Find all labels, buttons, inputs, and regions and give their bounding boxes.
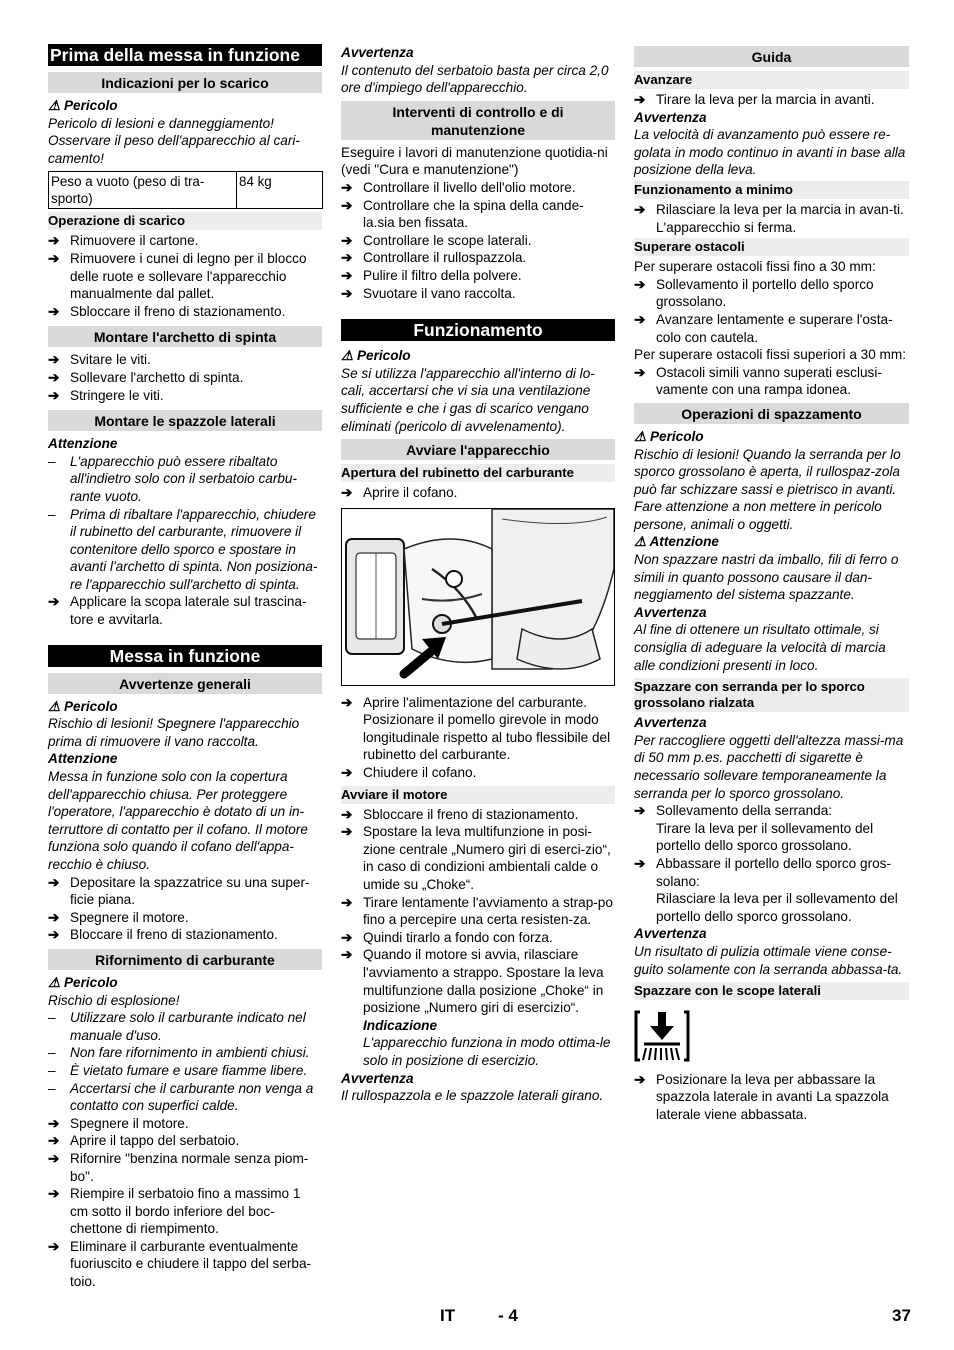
step: ➔ Spostare la leva multifunzione in posi-zione centrale „Numero giri di eserci-zio“, in caso di condizioni ambientali calde o umide su „Choke“. xyxy=(341,824,611,893)
subsection-heading: Rifornimento di carburante xyxy=(48,949,322,970)
dash-item: – Non fare rifornimento in ambienti chiusi. xyxy=(48,1045,310,1061)
arrow-icon: ➔ xyxy=(341,232,353,248)
warning-triangle-icon: ⚠ xyxy=(48,974,64,990)
sub-heading: Operazione di scarico xyxy=(48,212,322,230)
arrow-icon: ➔ xyxy=(634,201,646,217)
maintenance-intro: Eseguire i lavori di manutenzione quotidia-ni (vedi "Cura e manutenzione") xyxy=(341,144,608,178)
danger-label: ⚠ Pericolo xyxy=(341,348,411,364)
step: ➔ Ostacoli simili vanno superati esclusi-vamente con una rampa idonea. xyxy=(634,364,882,398)
section-title: Prima della messa in funzione xyxy=(48,44,322,66)
step: ➔ Quando il motore si avvia, rilasciare l'avviamento a strappo. Spostare la leva multifunzione dalla posizione „Choke“ in posizione „Numero giri di esercizio“. xyxy=(341,947,604,1016)
arrow-icon: ➔ xyxy=(341,485,353,501)
arrow-icon: ➔ xyxy=(48,909,60,925)
step: ➔ Sollevamento il portello dello sporco grossolano. xyxy=(634,276,874,310)
step: ➔ Applicare la scopa laterale sul trascina-tore e avvitarla. xyxy=(48,594,307,628)
step: ➔ Rifornire "benzina normale senza piom-bo". xyxy=(48,1150,309,1184)
step: ➔ Rimuovere il cartone. xyxy=(48,233,199,249)
dash-item: – L'apparecchio può essere ribaltato all'indietro solo con il serbatoio carbu-rante vuoto. xyxy=(48,453,298,504)
engine-fuel-tap-illustration xyxy=(341,508,615,686)
sub-heading: Avanzare xyxy=(634,71,909,89)
step: ➔ Avanzare lentamente e superare l'osta-colo con cautela. xyxy=(634,311,893,345)
step: ➔ Svuotare il vano raccolta. xyxy=(341,285,516,301)
step: ➔ Riempire il serbatoio fino a massimo 1 cm sotto il bordo inferiore del boc-chettone di riempimento. xyxy=(48,1186,301,1237)
danger-text: Rischio di lesioni! Spegnere l'apparecchio prima di rimuovere il vano raccolta. xyxy=(48,716,300,749)
arrow-icon: ➔ xyxy=(48,1115,60,1131)
step: ➔ Bloccare il freno di stazionamento. xyxy=(48,927,278,943)
arrow-icon: ➔ xyxy=(48,303,60,319)
step: ➔ Spegnere il motore. xyxy=(48,909,189,925)
engine-drawing xyxy=(342,509,614,685)
danger-label: ⚠ Pericolo xyxy=(634,428,704,444)
note-label: Avvertenza xyxy=(634,604,707,620)
danger-text: Se si utilizza l'apparecchio all'interno di lo-cali, accertarsi che vi sia una ventilazione sufficiente e che i gas di scarico vengano eliminati (pericolo di avvelenamento). xyxy=(341,365,595,434)
arrow-icon: ➔ xyxy=(48,387,60,403)
step: ➔ Eliminare il carburante eventualmente fuoriuscito e chiudere il tappo del serba-toio. xyxy=(48,1238,312,1290)
step: ➔ Sbloccare il freno di stazionamento. xyxy=(48,303,286,319)
step: ➔ Abbassare il portello dello sporco gros-solano: xyxy=(634,855,891,889)
arrow-icon: ➔ xyxy=(634,855,646,871)
side-brush-lower-icon xyxy=(634,1008,909,1069)
warning-triangle-icon: ⚠ xyxy=(48,698,64,714)
column-2 xyxy=(341,44,615,1105)
step: ➔ Rilasciare la leva per la marcia in avan-ti. L'apparecchio si ferma. xyxy=(634,201,904,235)
arrow-icon: ➔ xyxy=(48,1150,60,1166)
step-detail: Tirare la leva per il sollevamento del portello dello sporco grossolano. xyxy=(656,820,874,854)
arrow-icon: ➔ xyxy=(634,803,646,819)
subsection-heading: Montare l'archetto di spinta xyxy=(48,326,322,347)
arrow-icon: ➔ xyxy=(48,250,60,266)
note-text: Il rullospazzola e le spazzole laterali girano. xyxy=(341,1088,604,1104)
footer-inner-page: - 4 xyxy=(498,1306,518,1325)
arrow-icon: ➔ xyxy=(341,765,353,781)
arrow-icon: ➔ xyxy=(48,874,60,890)
arrow-icon: ➔ xyxy=(341,947,353,963)
arrow-icon: ➔ xyxy=(48,594,60,610)
step: ➔ Pulire il filtro della polvere. xyxy=(341,267,522,283)
dash-item: – Prima di ribaltare l'apparecchio, chiudere il rubinetto del carburante, rimuovere il contenitore dello sporco e spostare in avanti l'archetto di spinta. Non posiziona-re l'apparecchio sull'archetto di spinta. xyxy=(48,506,318,592)
indication-text: L'apparecchio funziona in modo ottima-le solo in posizione di esercizio. xyxy=(363,1035,611,1068)
step: ➔ Controllare che la spina della cande-la.sia ben fissata. xyxy=(341,197,584,231)
arrow-icon: ➔ xyxy=(341,806,353,822)
note-label: Avvertenza xyxy=(341,45,414,60)
subsection-heading: Indicazioni per lo scarico xyxy=(48,72,322,93)
sub-heading: Apertura del rubinetto del carburante xyxy=(341,464,615,482)
danger-label: ⚠ Pericolo xyxy=(48,974,118,990)
table-value: 84 kg xyxy=(237,172,323,209)
danger-text: Rischio di lesioni! Quando la serranda per lo sporco grossolano è aperta, il rullospaz-zola può far schizzare sassi e pietrisco in avanti. Fare attenzione a non mettere in pericolo persone, animali o oggetti. xyxy=(634,446,901,532)
step: ➔ Controllare le scope laterali. xyxy=(341,232,532,248)
note-text: Un risultato di pulizia ottimale viene conse-guito solamente con la serranda abbassa-ta. xyxy=(634,943,903,977)
step: ➔ Depositare la spazzatrice su una super-ficie piana. xyxy=(48,874,310,908)
note-label: Avvertenza xyxy=(341,1070,414,1086)
arrow-icon: ➔ xyxy=(341,179,353,195)
sub-heading: Spazzare con le scope laterali xyxy=(634,982,909,1000)
step: ➔ Stringere le viti. xyxy=(48,387,164,403)
sub-heading: Funzionamento a minimo xyxy=(634,181,909,199)
arrow-icon: ➔ xyxy=(48,927,60,943)
warning-triangle-icon: ⚠ xyxy=(634,428,650,444)
arrow-icon: ➔ xyxy=(48,369,60,385)
footer-page-number: 37 xyxy=(892,1306,911,1325)
step: ➔ Spegnere il motore. xyxy=(48,1115,189,1131)
step: ➔ Aprire l'alimentazione del carburante. Posizionare il pomello girevole in modo longitudinale rispetto al tubo flessibile del rubinetto del carburante. xyxy=(341,694,611,763)
step: ➔ Posizionare la leva per abbassare la spazzola laterale in avanti La spazzola laterale viene abbassata. xyxy=(634,1071,889,1122)
attention-label: Attenzione xyxy=(48,751,118,767)
arrow-icon: ➔ xyxy=(634,1071,646,1087)
subsection-heading: Operazioni di spazzamento xyxy=(634,403,909,424)
section-title: Funzionamento xyxy=(341,319,615,341)
arrow-icon: ➔ xyxy=(341,250,353,266)
column-1 xyxy=(48,44,322,1291)
arrow-icon: ➔ xyxy=(341,824,353,840)
column-3 xyxy=(634,44,909,1124)
step: ➔ Quindi tirarlo a fondo con forza. xyxy=(341,929,553,945)
footer-language: IT xyxy=(440,1306,456,1325)
arrow-icon: ➔ xyxy=(341,197,353,213)
step-detail: Rilasciare la leva per il sollevamento del portello dello sporco grossolano. xyxy=(656,891,898,924)
arrow-icon: ➔ xyxy=(341,894,353,910)
arrow-icon: ➔ xyxy=(341,694,353,710)
arrow-icon: ➔ xyxy=(48,233,60,249)
arrow-icon: ➔ xyxy=(341,267,353,283)
step: ➔ Controllare il livello dell'olio motore. xyxy=(341,179,576,195)
arrow-icon: ➔ xyxy=(48,1133,60,1149)
step: ➔ Rimuovere i cunei di legno per il blocco delle ruote e sollevare l'apparecchio manualmente dal pallet. xyxy=(48,250,307,302)
subsection-heading: Montare le spazzole laterali xyxy=(48,410,322,431)
subsection-heading: Avvertenze generali xyxy=(48,673,322,694)
table-label: Peso a vuoto (peso di tra-sporto) xyxy=(49,172,237,209)
attention-text: Non spazzare nastri da imballo, fili di ferro o simili in quanto possono causare il dan-neggiamento del sistema spazzante. xyxy=(634,552,899,603)
subsection-heading: Avviare l'apparecchio xyxy=(341,439,615,460)
danger-text: Pericolo di lesioni e danneggiamento! Osservare il peso dell'apparecchio al cari-camento! xyxy=(48,115,300,166)
note-text: Al fine di ottenere un risultato ottimale, si consiglia di adeguare la velocità di marcia alle condizioni presenti in loco. xyxy=(634,622,886,673)
note-label: Avvertenza xyxy=(634,109,707,125)
step: ➔ Chiudere il cofano. xyxy=(341,765,477,781)
arrow-icon: ➔ xyxy=(634,276,646,292)
step: ➔ Tirare la leva per la marcia in avanti. xyxy=(634,92,875,107)
weight-table xyxy=(48,171,323,209)
step: ➔ Aprire il cofano. xyxy=(341,485,458,501)
arrow-icon: ➔ xyxy=(634,311,646,327)
arrow-icon: ➔ xyxy=(48,352,60,368)
note-label: Avvertenza xyxy=(634,926,707,942)
note-text: La velocità di avanzamento può essere re-golata in modo continuo in avanti in base alla posizione della leva. xyxy=(634,127,906,178)
arrow-icon: ➔ xyxy=(634,364,646,380)
arrow-icon: ➔ xyxy=(48,1238,60,1254)
dash-item: – Accertarsi che il carburante non venga a contatto con superfici calde. xyxy=(48,1080,314,1114)
dash-item: – Utilizzare solo il carburante indicato nel manuale d'uso. xyxy=(48,1010,306,1043)
attention-label: ⚠ Attenzione xyxy=(634,534,719,550)
step: ➔ Sollevare l'archetto di spinta. xyxy=(48,369,244,385)
sub-heading: Spazzare con serranda per lo sporco grossolano rialzata xyxy=(634,678,909,712)
section-title: Messa in funzione xyxy=(48,645,322,667)
subsection-heading: Guida xyxy=(634,46,909,67)
warning-triangle-icon: ⚠ xyxy=(48,98,64,113)
arrow-icon: ➔ xyxy=(634,92,646,107)
step: ➔ Svitare le viti. xyxy=(48,352,151,368)
arrow-icon: ➔ xyxy=(341,929,353,945)
note-text: Il contenuto del serbatoio basta per circa 2,0 ore d'impiego dell'apparecchio. xyxy=(341,62,609,96)
arrow-icon: ➔ xyxy=(341,285,353,301)
indication-label: Indicazione xyxy=(363,1017,438,1033)
note-label: Avvertenza xyxy=(634,715,707,731)
step: ➔ Sollevamento della serranda: xyxy=(634,803,833,819)
step: ➔ Aprire il tappo del serbatoio. xyxy=(48,1133,240,1149)
attention-label: Attenzione xyxy=(48,436,118,452)
danger-label: ⚠ Pericolo xyxy=(48,98,118,113)
step: ➔ Sbloccare il freno di stazionamento. xyxy=(341,806,579,822)
warning-triangle-icon: ⚠ xyxy=(634,534,650,550)
obstacle-intro: Per superare ostacoli fissi fino a 30 mm: xyxy=(634,259,876,275)
attention-text: Messa in funzione solo con la copertura dell'apparecchio chiusa. Per proteggere l'operatore, l'apparecchio è dotato di un in-terruttore di contatto per il cofano. Il motore funziona solo quando il cofano dell'appa-recchio è chiuso. xyxy=(48,769,308,872)
obstacle-intro: Per superare ostacoli fissi superiori a 30 mm: xyxy=(634,347,906,363)
subsection-heading: Interventi di controllo e di manutenzione xyxy=(341,101,615,140)
dash-item: – È vietato fumare e usare fiamme libere. xyxy=(48,1062,308,1078)
sub-heading: Superare ostacoli xyxy=(634,238,909,256)
danger-text: Rischio di esplosione! xyxy=(48,992,180,1008)
step: ➔ Tirare lentamente l'avviamento a strap-po fino a percepire una certa resisten-za. xyxy=(341,894,613,928)
danger-label: ⚠ Pericolo xyxy=(48,698,118,714)
note-text: Per raccogliere oggetti dell'altezza massi-ma di 50 mm p.es. pacchetti di sigarette è necessario sollevare temporaneamente la serranda per lo sporco grossolano. xyxy=(634,732,904,801)
step: ➔ Controllare il rullospazzola. xyxy=(341,250,527,266)
arrow-icon: ➔ xyxy=(48,1186,60,1202)
sub-heading: Avviare il motore xyxy=(341,786,615,804)
warning-triangle-icon: ⚠ xyxy=(341,348,357,364)
